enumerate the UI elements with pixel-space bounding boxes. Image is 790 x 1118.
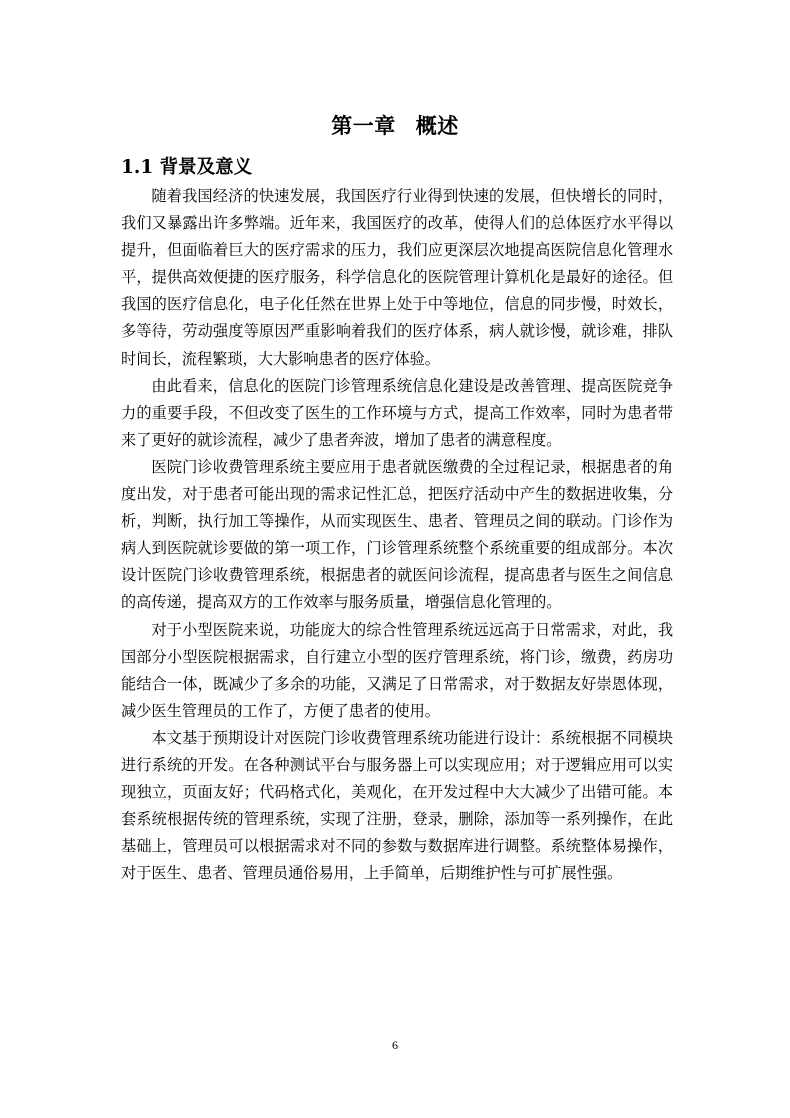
paragraph: 对于小型医院来说，功能庞大的综合性管理系统远远高于日常需求，对此，我国部分小型医院根据需求，自行建立小型的医疗管理系统，将门诊，缴费，药房功能结合一体，既减少了多余的功能，又满足了日常需求，对于数据友好崇恩体现，减少医生管理员的工作了，方便了患者的使用。 <box>121 620 673 720</box>
paragraph: 由此看来，信息化的医院门诊管理系统信息化建设是改善管理、提高医院竞争力的重要手段，不但改变了医生的工作环境与方式，提高工作效率，同时为患者带来了更好的就诊流程，减少了患者奔波，增加了患者的满意程度。 <box>121 376 673 449</box>
page-number: 6 <box>392 1038 398 1052</box>
paragraph: 医院门诊收费管理系统主要应用于患者就医缴费的全过程记录，根据患者的角度出发，对于患者可能出现的需求记性汇总，把医疗活动中产生的数据进收集，分析，判断，执行加工等操作，从而实现医生、患者、管理员之间的联动。门诊作为病人到医院就诊要做的第一项工作，门诊管理系统整个系统重要的组成部分。本次设计医院门诊收费管理系统，根据患者的就医问诊流程，提高患者与医生之间信息的高传递，提高双方的工作效率与服务质量，增强信息化管理的。 <box>121 457 673 612</box>
chapter-name: 概述 <box>415 113 459 138</box>
section-heading: 1.1 背景及意义 <box>121 157 253 178</box>
chapter-title <box>0 110 790 140</box>
chapter-number: 第一章 <box>331 113 396 138</box>
paragraph: 本文基于预期设计对医院门诊收费管理系统功能进行设计：系统根据不同模块进行系统的开发。在各种测试平台与服务器上可以实现应用；对于逻辑应用可以实现独立，页面友好；代码格式化，美观化，在开发过程中大大减少了出错可能。本套系统根据传统的管理系统，实现了注册，登录，删除，添加等一系列操作，在此基础上，管理员可以根据需求对不同的参数与数据库进行调整。系统整体易操作，对于医生、患者、管理员通俗易用，上手简单，后期维护性与可扩展性强。 <box>121 728 673 883</box>
paragraph: 随着我国经济的快速发展，我国医疗行业得到快速的发展，但快增长的同时，我们又暴露出许多弊端。近年来，我国医疗的改革，使得人们的总体医疗水平得以提升，但面临着巨大的医疗需求的压力，我们应更深层次地提高医院信息化管理水平，提供高效便捷的医疗服务，科学信息化的医院管理计算机化是最好的途径。但我国的医疗信息化，电子化任然在世界上处于中等地位，信息的同步慢，时效长，多等待，劳动强度等原因严重影响着我们的医疗体系，病人就诊慢，就诊难，排队时间长，流程繁琐，大大影响患者的医疗体验。 <box>121 187 673 368</box>
body-text <box>121 183 673 887</box>
